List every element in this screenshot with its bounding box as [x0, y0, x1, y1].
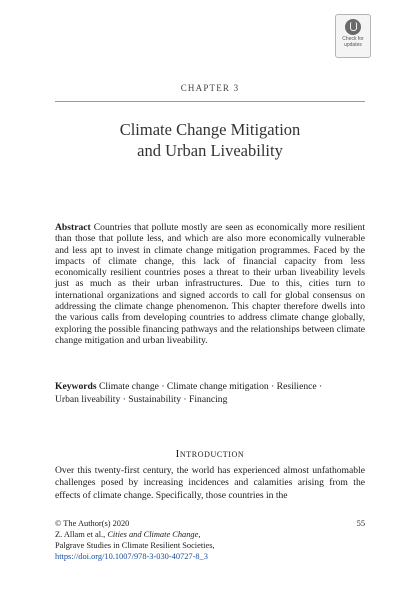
header-rule: [55, 101, 365, 102]
chapter-label: CHAPTER 3: [180, 83, 240, 93]
citation-comma: ,: [198, 530, 201, 539]
citation-authors: Z. Allam et al.,: [55, 530, 108, 539]
copyright-line: © The Author(s) 2020: [55, 519, 130, 528]
keywords-label: Keywords: [55, 381, 97, 392]
crossmark-icon: [345, 19, 361, 35]
title-line-1: Climate Change Mitigation: [119, 120, 301, 139]
intro-paragraph: Over this twenty-first century, the world has experienced almost unfathomable challenges posed by increasing incidences and calamities arising from the effects of climate change. Specifically, those countries in the: [55, 465, 365, 501]
keywords-line-2: [55, 394, 365, 406]
keywords-line-1: [55, 381, 365, 393]
keywords-text-2: Urban liveability · Sustainability · Financing: [55, 394, 228, 405]
footer: [55, 518, 365, 562]
abstract-paragraph: [55, 222, 365, 346]
chapter-title: [40, 119, 380, 161]
series-line: Palgrave Studies in Climate Resilient Societies,: [55, 541, 215, 550]
title-line-2: and Urban Liveability: [137, 141, 283, 160]
book-title: Cities and Climate Change: [107, 530, 199, 539]
citation-line: [55, 529, 365, 540]
section-heading: Introduction: [175, 448, 245, 460]
page-number: 55: [356, 519, 365, 528]
badge-text: Check for updates: [342, 36, 364, 48]
abstract-label: Abstract: [55, 222, 91, 233]
check-for-updates-badge[interactable]: [335, 14, 371, 58]
abstract-text: Countries that pollute mostly are seen as economically more resilient than those that pollute less, and which are also more economically vulnerable and less apt to invest in climate change mitigation programmes. Faced by the impacts of climate change, this lack of financial capacity from less economically resilient countries poses a threat to their urban liveability levels just as much as their urban infrastructures. Due to this, cities turn to international organizations and signed accords to call for global consensus on addressing the climate change phenomenon. This chapter therefore dwells into the various calls from developing countries to address climate change globally, exploring the possible financing pathways and the relationships between climate change mitigation and urban liveability.: [55, 222, 365, 346]
keywords-text-1: Climate change · Climate change mitigation · Resilience ·: [98, 381, 323, 392]
doi-link[interactable]: https://doi.org/10.1007/978-3-030-40727-8_3: [55, 552, 208, 561]
